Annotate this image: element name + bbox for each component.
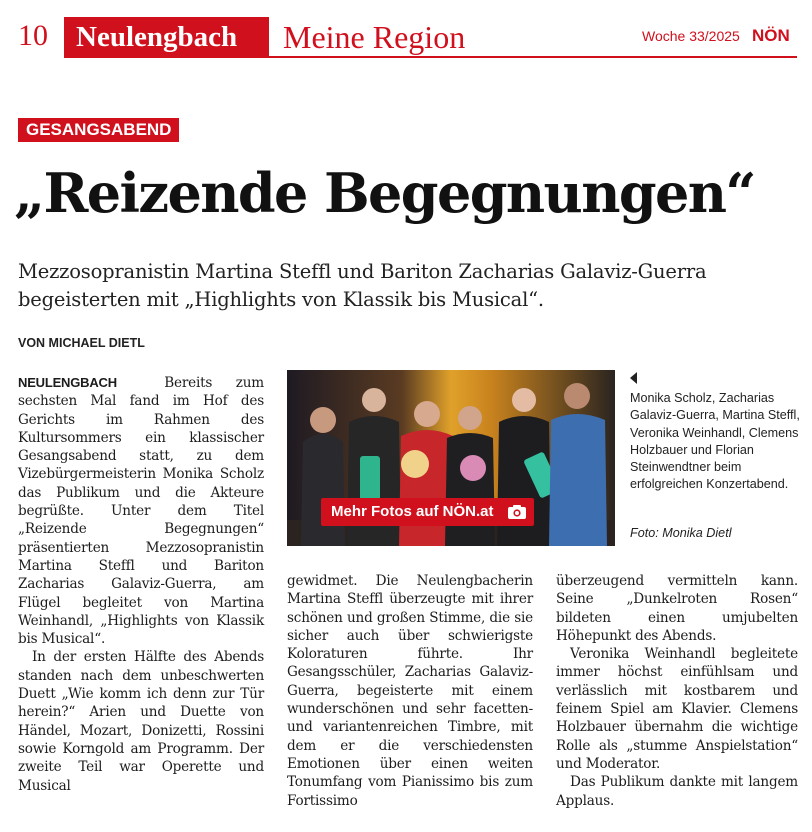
article-column-2 xyxy=(287,572,533,810)
issue-label: Woche 33/2025 xyxy=(642,28,740,44)
paragraph: gewidmet. Die Neulengbacherin Martina Steffl überzeugte mit ihrer schönen und großen Stimme, die sie sicher auch über schwierigste Koloraturen führte. Ihr Gesangsschüler, Zacharias Galaviz-Guerra, begeisterte mit einem wunderschönen und sehr facetten- und variantenreichen Timbre, mit dem er die verschiedensten Emotionen über einen weiten Tonumfang vom Pianissimo bis zum Fortissimo xyxy=(287,573,533,809)
paragraph: Das Publikum dankte mit langem Applaus. xyxy=(556,774,798,809)
article-byline: VON MICHAEL DIETL xyxy=(18,336,145,350)
region-label: Meine Region xyxy=(283,19,466,55)
paragraph-text: Bereits zum sechsten Mal fand im Hof des Gerichts im Rahmen des Kultursommers ein klassischer Gesangsabend statt, zu dem Vizebürgermeisterin Monika Scholz das Publikum und die Akteure begrüßte. Unter dem Titel „Reizende Begegnungen“ präsentierten Mezzosopranistin Martina Steffl und Bariton Zacharias Galaviz-Guerra, am Flügel begleitet von Martina Weinhandl, „Highlights von Klassik bis Musical“. xyxy=(18,375,264,648)
brand-logo: NÖN xyxy=(752,26,790,45)
paragraph: Veronika Weinhandl begleitete immer höchst einfühlsam und verlässlich mit kostbarem und feinem Spiel am Klavier. Clemens Holzbauer übernahm die wichtige Rolle als „stumme Anspielstation“ und Moderator. xyxy=(556,646,798,772)
dateline: NEULENGBACH xyxy=(18,375,117,390)
caption-pointer-icon xyxy=(630,372,637,384)
article-photo[interactable] xyxy=(287,370,615,546)
page-number: 10 xyxy=(18,19,48,52)
page-header xyxy=(0,0,812,60)
more-photos-label: Mehr Fotos auf NÖN.at xyxy=(331,503,494,520)
more-photos-button[interactable] xyxy=(321,498,534,526)
article-column-3 xyxy=(556,572,798,810)
article-headline: „Reizende Begegnungen“ xyxy=(14,161,755,225)
photo-caption: Monika Scholz, Zacharias Galaviz-Guerra, Martina Steffl, Veronika Weinhandl, Clemens Holzbauer und Florian Steinwendtner beim erfolgreichen Konzertabend. xyxy=(630,391,800,492)
photo-credit: Foto: Monika Dietl xyxy=(630,526,732,540)
article-deck: Mezzosopranistin Martina Steffl und Bariton Zacharias Galaviz-Guerra begeisterten mit „Highlights von Klassik bis Musical“. xyxy=(18,260,707,311)
paragraph xyxy=(18,374,264,648)
paragraph: überzeugend vermitteln kann. Seine „Dunkelroten Rosen“ bildeten einen umjubelten Höhepunkt des Abends. xyxy=(556,573,798,644)
header-divider xyxy=(64,56,797,58)
section-label-box xyxy=(64,17,269,57)
paragraph: In der ersten Hälfte des Abends standen nach dem unbeschwerten Duett „Wie komm ich denn zur Tür herein?“ Arien und Duette von Händel, Mozart, Donizetti, Rossini sowie Korngold am Programm. Der zweite Teil war Operette und Musical xyxy=(18,649,264,794)
article-kicker: GESANGSABEND xyxy=(18,118,179,142)
article-column-1 xyxy=(18,374,264,795)
section-label: Neulengbach xyxy=(76,21,238,53)
camera-icon xyxy=(508,505,526,519)
